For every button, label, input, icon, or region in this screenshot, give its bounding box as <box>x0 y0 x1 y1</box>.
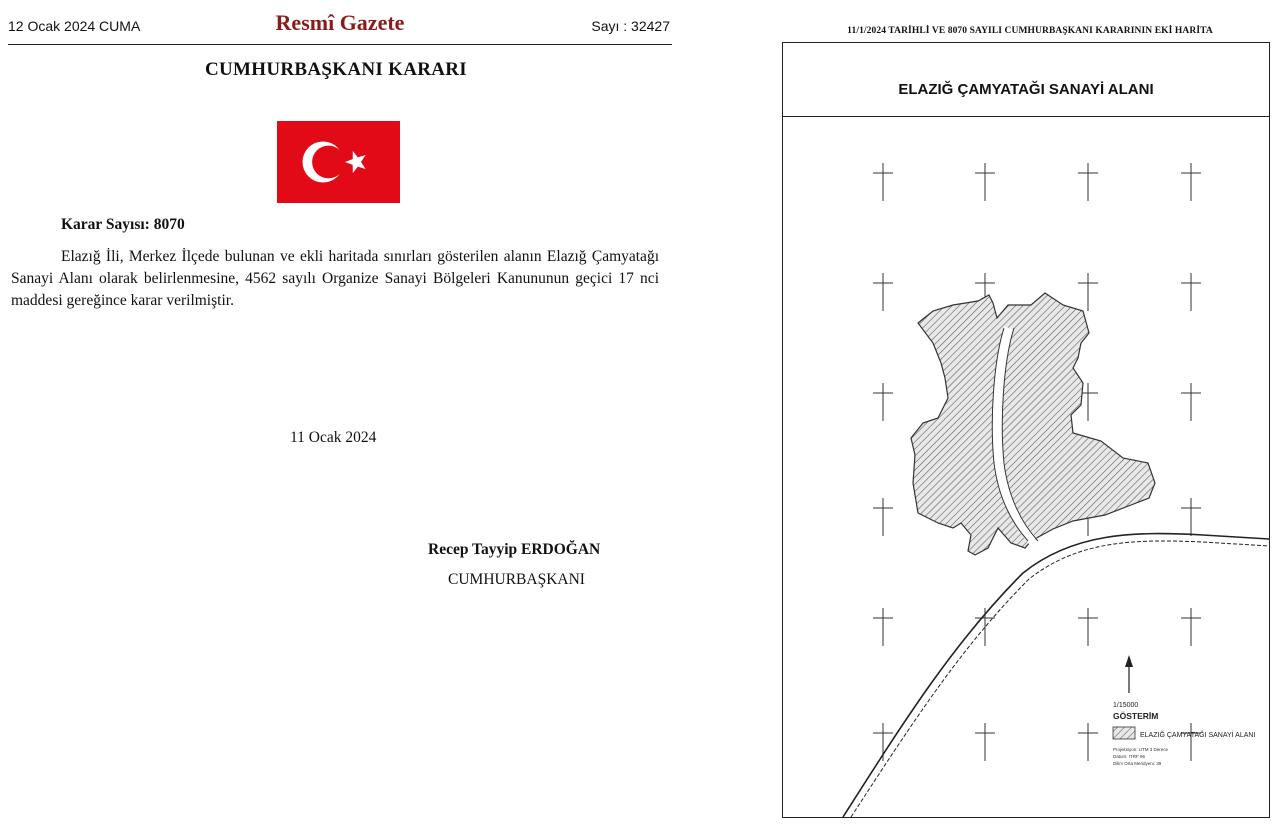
gazette-header <box>8 8 672 45</box>
decision-body: Elazığ İli, Merkez İlçede bulunan ve ekli haritada sınırları gösterilen alanın Elazığ Çamyatağı Sanayi Alanı olarak belirlenmesine, 4562 sayılı Organize Sanayi Bölgeleri Kanununun geçici 17 nci maddesi gereğince karar verilmiştir. <box>11 248 659 309</box>
legend-note-datum: Datum: ITRF 96 <box>1113 754 1146 759</box>
gazette-brand: Resmî Gazete <box>275 10 405 35</box>
legend-heading: GÖSTERİM <box>1113 711 1159 721</box>
highway-edge <box>851 541 1269 817</box>
industrial-area-polygon <box>911 293 1155 555</box>
signer-name: Recep Tayyip ERDOĞAN <box>428 541 601 558</box>
site-map <box>783 43 1269 817</box>
legend-note-meridian: Dilim Orta Meridyeni: 39 <box>1113 761 1162 766</box>
turkish-flag-icon <box>277 121 400 203</box>
map-scale: 1/15000 <box>1113 702 1139 709</box>
annex-caption: 11/1/2024 TARİHLİ VE 8070 SAYILI CUMHURBAŞKANI KARARININ EKİ HARİTA <box>847 26 1213 36</box>
legend-note-projection: Projeksiyon: UTM 3 Derece <box>1113 747 1169 752</box>
map-title: ELAZIĞ ÇAMYATAĞI SANAYİ ALANI <box>898 81 1154 98</box>
signer-title: CUMHURBAŞKANI <box>448 571 585 588</box>
north-arrow-icon <box>1125 655 1133 693</box>
document-title: CUMHURBAŞKANI KARARI <box>205 59 467 80</box>
legend-item: ELAZIĞ ÇAMYATAĞI SANAYİ ALANI <box>1140 732 1256 739</box>
highway <box>843 534 1269 817</box>
signature-date: 11 Ocak 2024 <box>290 429 377 446</box>
publication-date: 12 Ocak 2024 CUMA <box>8 18 141 34</box>
map-frame <box>782 42 1270 818</box>
decision-number: Karar Sayısı: 8070 <box>61 216 185 233</box>
map-annex-page <box>780 0 1280 826</box>
legend-swatch <box>1113 727 1135 739</box>
issue-number: Sayı : 32427 <box>591 18 670 34</box>
